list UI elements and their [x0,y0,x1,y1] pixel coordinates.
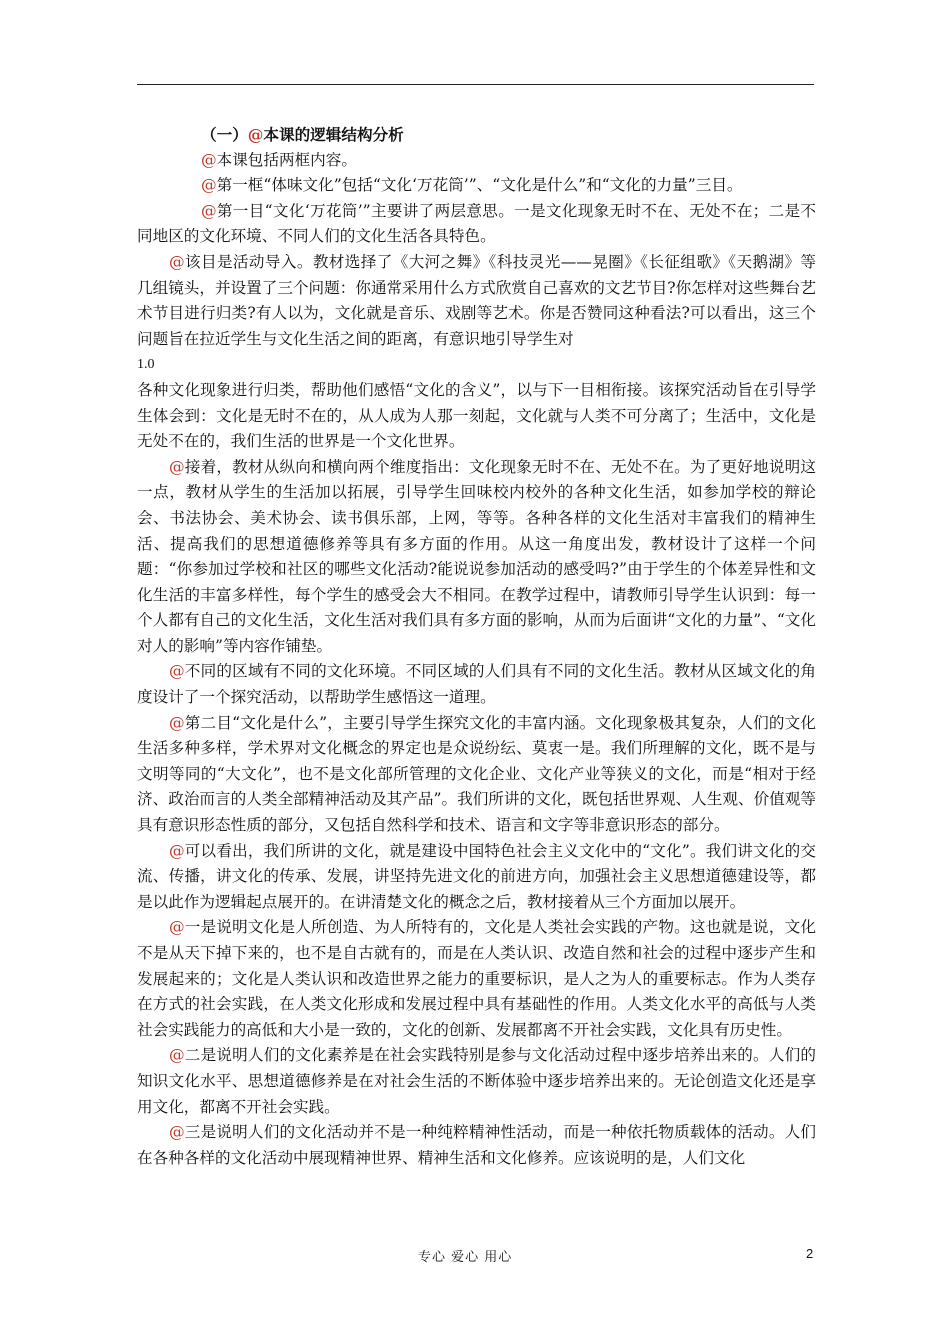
paragraph-text: 接着，教材从纵向和横向两个维度指出：文化现象无时不在、无处不在。为了更好地说明这一点，教材从学生的生活加以拓展，引导学生回味校内校外的各种文化生活，如参加学校的辩论会、书法协会、美术协会、读书俱乐部，上网，等等。各种各样的文化生活对丰富我们的精神生活、提高我们的思想道德修养等具有多方面的作用。从这一角度出发，教材设计了这样一个问题：“你参加过学校和社区的哪些文化活动?能说说参加活动的感受吗?”由于学生的个体差异性和文化生活的丰富多样性，每个学生的感受会大不相同。在教学过程中，请教师引导学生认识到：每一个人都有自己的文化生活，文化生活对我们具有多方面的影响，从而为后面讲“文化的力量”、“文化对人的影响”等内容作铺垫。 [137,457,816,655]
paragraph-list [137,148,816,1172]
at-marker: @ [169,841,185,860]
paragraph [137,148,816,174]
paragraph-text: 二是说明人们的文化素养是在社会实践特别是参与文化活动过程中逐步培养出来的。人们的知识文化水平、思想道德修养是在对社会生活的不断体验中逐步培养出来的。无论创造文化还是享用文化，都离不开社会实践。 [137,1046,816,1116]
paragraph-text: 三是说明人们的文化活动并不是一种纯粹精神性活动，而是一种依托物质载体的活动。人们在各种各样的文化活动中展现精神世界、精神生活和文化修养。应该说明的是，人们文化 [137,1123,816,1167]
paragraph-text: 该目是活动导入。教材选择了《大河之舞》《科技灵光——晃圈》《长征组歌》《天鹅湖》等几组镜头，并设置了三个问题：你通常采用什么方式欣赏自己喜欢的文艺节目?你怎样对这些舞台艺术节目进行归类?有人以为，文化就是音乐、戏剧等艺术。你是否赞同这种看法?可以看出，这三个问题旨在拉近学生与文化生活之间的距离，有意识地引导学生对 [137,252,816,348]
at-marker: @ [169,713,185,732]
header-rule [137,84,814,85]
at-marker: @ [169,1123,185,1142]
paragraph [137,1043,816,1120]
heading-prefix: （一） [201,125,248,144]
paragraph [137,455,816,660]
at-marker: @ [201,176,217,195]
inline-page-marker [137,352,816,378]
document-body [137,122,816,1171]
paragraph [137,839,816,916]
at-marker: @ [201,150,217,169]
paragraph-text: 一是说明文化是人所创造、为人所特有的，文化是人类社会实践的产物。这也就是说，文化不是从天下掉下来的，也不是自古就有的，而是在人类认识、改造自然和社会的过程中逐步产生和发展起来的；文化是人类认识和改造世界之能力的重要标识，是人之为人的重要标志。作为人类存在方式的社会实践，在人类文化形成和发展过程中具有基础性的作用。人类文化水平的高低与人类社会实践能力的高低和大小是一致的，文化的创新、发展都离不开社会实践，文化具有历史性。 [137,918,816,1039]
paragraph-text: 可以看出，我们所讲的文化，就是建设中国特色社会主义文化中的“文化”。我们讲文化的交流、传播，讲文化的传承、发展，讲坚持先进文化的前进方向，加强社会主义思想道德建设等，都是以此作为逻辑起点展开的。在讲清楚文化的概念之后，教材接着从三个方面加以展开。 [137,841,816,911]
paragraph [137,711,816,839]
paragraph [137,378,816,455]
paragraph-text: 第一目“文化‘万花筒’”主要讲了两层意思。一是文化现象无时不在、无处不在；二是不同地区的文化环境、不同人们的文化生活各具特色。 [137,201,816,246]
paragraph [137,173,816,199]
paragraph-text: 各种文化现象进行归类，帮助他们感悟“文化的含义”，以与下一目相衔接。该探究活动旨在引导学生体会到：文化是无时不在的，从人成为人那一刻起，文化就与人类不可分离了；生活中，文化是无处不在的，我们生活的世界是一个文化世界。 [137,380,816,451]
heading-text: 本课的逻辑结构分析 [263,125,404,144]
paragraph [137,915,816,1043]
paragraph-text: 第二目“文化是什么”，主要引导学生探究文化的丰富内涵。文化现象极其复杂，人们的文化生活多种多样，学术界对文化概念的界定也是众说纷纭、莫衷一是。我们所理解的文化，既不是与文明等同的“大文化”，也不是文化部所管理的文化企业、文化产业等狭义的文化，而是“相对于经济、政治而言的人类全部精神活动及其产品”。我们所讲的文化，既包括世界观、人生观、价值观等具有意识形态性质的部分，又包括自然科学和技术、语言和文字等非意识形态的部分。 [137,713,816,835]
paragraph [137,199,816,250]
page-number: 2 [806,1246,814,1261]
paragraph-text: 1.0 [137,357,155,373]
paragraph [137,1120,816,1171]
at-marker: @ [169,252,185,271]
paragraph-text: 本课包括两框内容。 [216,150,357,169]
paragraph-text: 不同的区域有不同的文化环境。不同区域的人们具有不同的文化生活。教材从区域文化的角度设计了一个探究活动，以帮助学生感悟这一道理。 [137,662,816,707]
paragraph [137,659,816,710]
paragraph [137,250,816,352]
at-marker: @ [169,1046,185,1065]
at-marker: @ [169,918,185,937]
at-marker: @ [169,662,185,681]
at-marker: @ [247,125,264,144]
footer-slogan: 专心 爱心 用心 [418,1250,513,1265]
at-marker: @ [201,201,217,220]
section-heading [137,122,816,148]
paragraph-text: 第一框“体味文化”包括“文化‘万花筒’”、“文化是什么”和“文化的力量”三目。 [216,176,743,195]
at-marker: @ [169,457,185,476]
